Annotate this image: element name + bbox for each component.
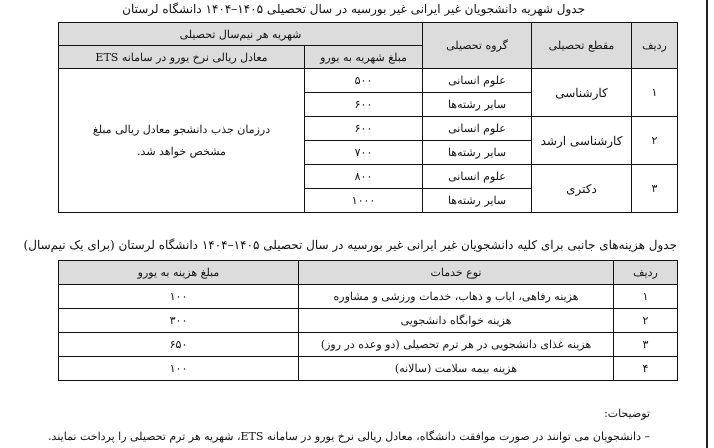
table-row (59, 357, 678, 381)
tuition-table (58, 22, 678, 213)
group-cell: سایر رشته‌ها (423, 93, 532, 117)
group-cell: علوم انسانی (423, 117, 532, 141)
level-cell: دکتری (532, 165, 632, 213)
row-number: ۳ (632, 165, 678, 213)
notes-item: – دانشجویان می توانند در صورت موافقت دانشگاه، معادل ریالی نرخ یورو در سامانه ETS، شهریه هر ترم تحصیلی را پرداخت نمایند. (48, 430, 650, 443)
group-cell: سایر رشته‌ها (423, 141, 532, 165)
euro-cell: ۳۰۰ (59, 309, 299, 333)
euro-cell: ۱۰۰ (59, 285, 299, 309)
euro-cell: ۱۰۰ (59, 357, 299, 381)
row-number: ۲ (614, 309, 678, 333)
side-costs-table (58, 260, 678, 381)
group-cell: سایر رشته‌ها (423, 189, 532, 213)
row-number: ۳ (614, 333, 678, 357)
table-row (59, 285, 678, 309)
euro-cell: ۵۰۰ (305, 69, 423, 93)
service-cell: هزینه خوابگاه دانشجویی (299, 309, 614, 333)
side-costs-header-row (59, 261, 678, 285)
side-costs-table-title: جدول هزینه‌های جانبی برای کلیه دانشجویان غیر ایرانی غیر بورسیه در سال تحصیلی ۱۴۰۵–۱۴۰۴ دانشگاه لرستان (برای یک نیم‌سال) (23, 238, 677, 252)
ets-note-cell: درزمان جذب دانشجو معادل ریالی مبلغ مشخص خواهد شد. (59, 69, 305, 213)
service-cell: هزینه رفاهی، ایاب و ذهاب، خدمات ورزشی و مشاوره (299, 285, 614, 309)
row-number: ۱ (614, 285, 678, 309)
header-semester-tuition: شهریه هر نیم‌سال تحصیلی (59, 23, 423, 46)
table-row (59, 309, 678, 333)
euro-cell: ۶۰۰ (305, 117, 423, 141)
euro-cell: ۶۵۰ (59, 333, 299, 357)
euro-cell: ۸۰۰ (305, 165, 423, 189)
notes-title: توضیحات: (604, 407, 650, 420)
level-cell: کارشناسی ارشد (532, 117, 632, 165)
header-ets-equivalent: معادل ریالی نرخ یورو در سامانه ETS (59, 46, 305, 69)
header-level: مقطع تحصیلی (532, 23, 632, 69)
group-cell: علوم انسانی (423, 165, 532, 189)
header-euro-amount: مبلغ شهریه به یورو (305, 46, 423, 69)
header-row-no: ردیف (632, 23, 678, 69)
service-cell: هزینه غذای دانشجویی در هر ترم تحصیلی (دو وعده در روز) (299, 333, 614, 357)
euro-cell: ۷۰۰ (305, 141, 423, 165)
table-row (59, 69, 678, 93)
header-group: گروه تحصیلی (423, 23, 532, 69)
table-row (59, 333, 678, 357)
row-number: ۲ (632, 117, 678, 165)
tuition-header-row-1 (59, 23, 678, 46)
level-cell: کارشناسی (532, 69, 632, 117)
service-cell: هزینه بیمه سلامت (سالانه) (299, 357, 614, 381)
header-row-no: ردیف (614, 261, 678, 285)
row-number: ۱ (632, 69, 678, 117)
euro-cell: ۱۰۰۰ (305, 189, 423, 213)
euro-cell: ۶۰۰ (305, 93, 423, 117)
tuition-table-title: جدول شهریه دانشجویان غیر ایرانی غیر بورسیه در سال تحصیلی ۱۴۰۵–۱۴۰۴ دانشگاه لرستان (122, 2, 585, 16)
page-edge-line (706, 0, 708, 448)
header-euro-cost: مبلغ هزینه به یورو (59, 261, 299, 285)
row-number: ۴ (614, 357, 678, 381)
header-service: نوع خدمات (299, 261, 614, 285)
group-cell: علوم انسانی (423, 69, 532, 93)
